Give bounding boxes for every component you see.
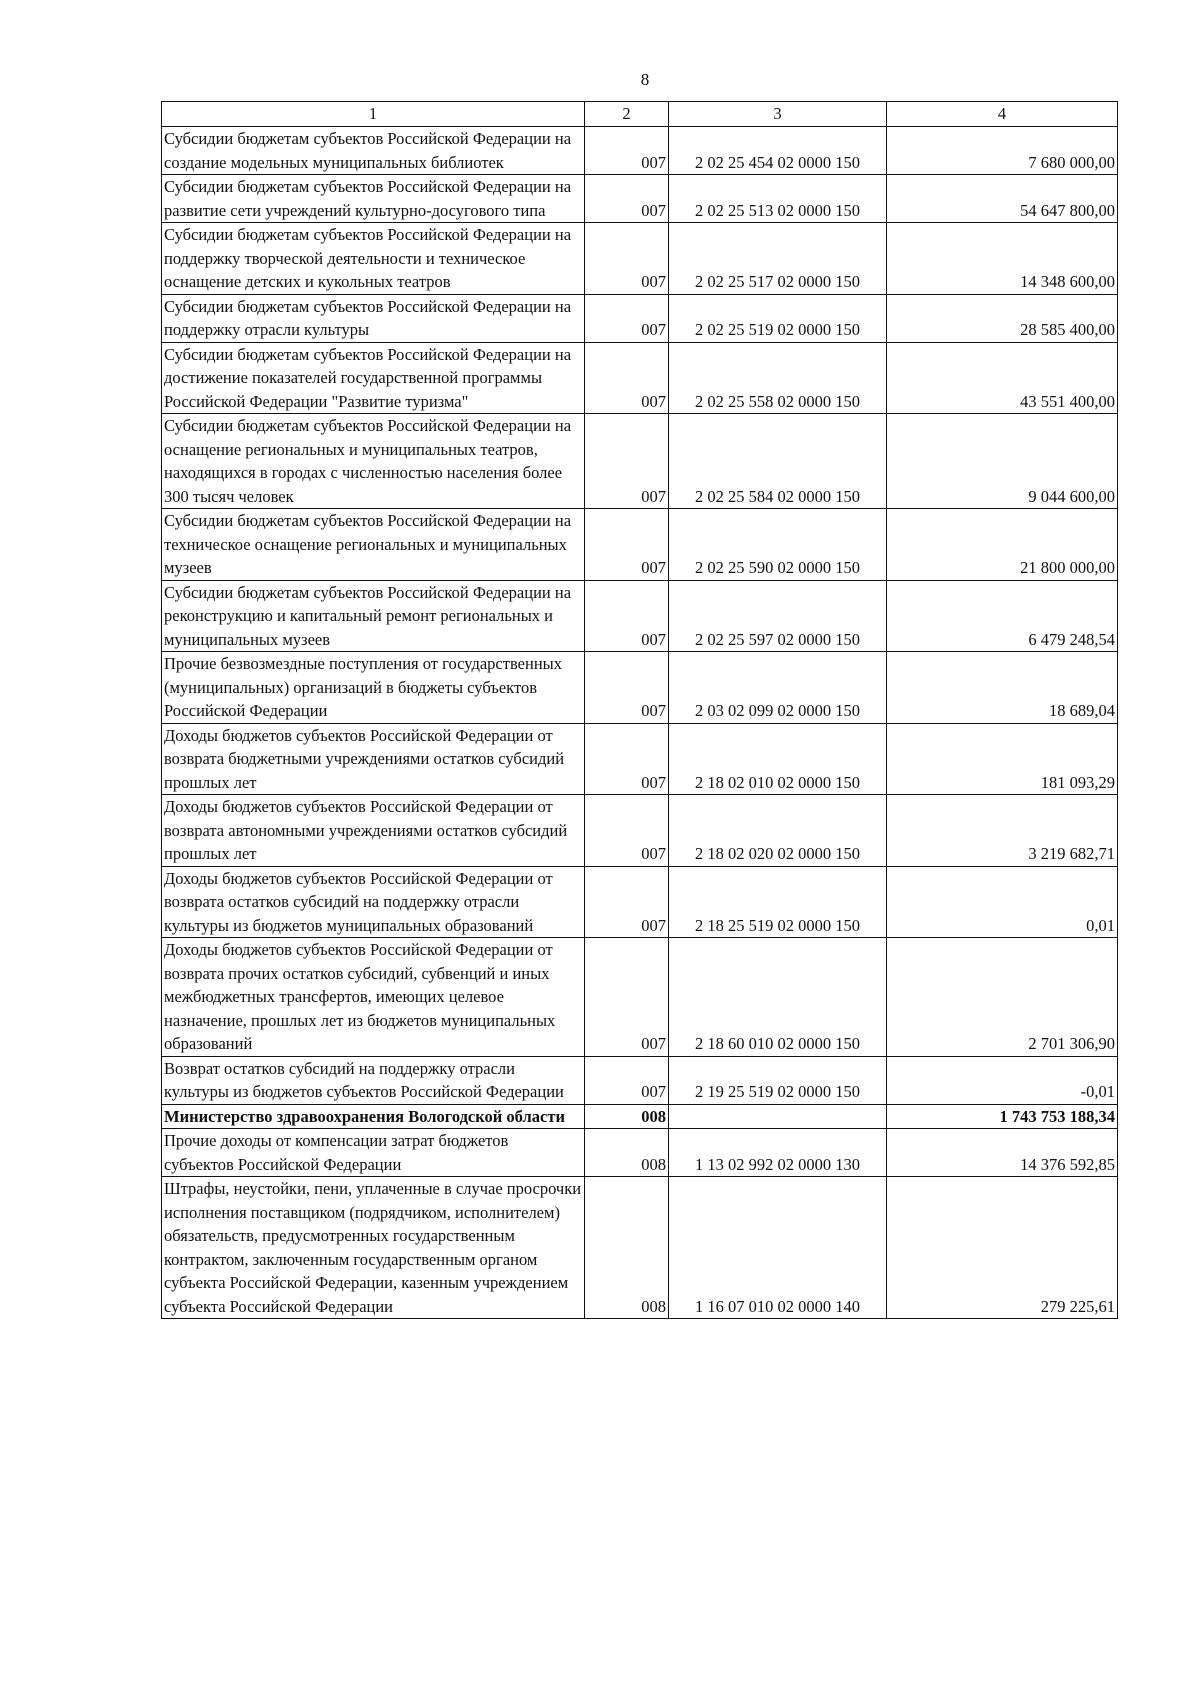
table-row [162, 294, 1118, 342]
table-row [162, 509, 1118, 581]
row-description: Субсидии бюджетам субъектов Российской Федерации на поддержку отрасли культуры [162, 294, 585, 342]
table-row [162, 580, 1118, 652]
row-admin-code: 007 [585, 938, 669, 1057]
row-description: Субсидии бюджетам субъектов Российской Федерации на оснащение региональных и муниципальных театров, находящихся в городах с численностью населения более 300 тысяч человек [162, 414, 585, 509]
row-budget-code: 2 02 25 597 02 0000 150 [669, 580, 887, 652]
row-budget-code: 2 03 02 099 02 0000 150 [669, 652, 887, 724]
row-budget-code: 1 16 07 010 02 0000 140 [669, 1177, 887, 1319]
row-admin-code: 007 [585, 866, 669, 938]
row-description: Субсидии бюджетам субъектов Российской Федерации на достижение показателей государственной программы Российской Федерации "Развитие туризма" [162, 342, 585, 414]
table-row [162, 127, 1118, 175]
row-amount: 1 743 753 188,34 [887, 1104, 1118, 1129]
row-admin-code: 008 [585, 1104, 669, 1129]
table-body [162, 127, 1118, 1319]
row-description: Субсидии бюджетам субъектов Российской Федерации на техническое оснащение региональных и муниципальных музеев [162, 509, 585, 581]
row-admin-code: 007 [585, 294, 669, 342]
table-row [162, 1129, 1118, 1177]
column-header-4: 4 [887, 102, 1118, 127]
row-budget-code: 2 02 25 584 02 0000 150 [669, 414, 887, 509]
row-amount: 3 219 682,71 [887, 795, 1118, 867]
row-description: Возврат остатков субсидий на поддержку отрасли культуры из бюджетов субъектов Российской Федерации [162, 1056, 585, 1104]
row-description: Штрафы, неустойки, пени, уплаченные в случае просрочки исполнения поставщиком (подрядчиком, исполнителем) обязательств, предусмотренных государственным контрактом, заключенным государственным органом субъекта Российской Федерации, казенным учреждением субъекта Российской Федерации [162, 1177, 585, 1319]
column-header-3: 3 [669, 102, 887, 127]
row-budget-code: 2 19 25 519 02 0000 150 [669, 1056, 887, 1104]
row-admin-code: 007 [585, 795, 669, 867]
row-amount: 43 551 400,00 [887, 342, 1118, 414]
table-row [162, 866, 1118, 938]
row-admin-code: 007 [585, 127, 669, 175]
table-row [162, 342, 1118, 414]
row-admin-code: 007 [585, 580, 669, 652]
table-row [162, 1104, 1118, 1129]
row-budget-code: 2 18 02 020 02 0000 150 [669, 795, 887, 867]
row-budget-code [669, 1104, 887, 1129]
row-amount: 279 225,61 [887, 1177, 1118, 1319]
row-description: Субсидии бюджетам субъектов Российской Федерации на создание модельных муниципальных библиотек [162, 127, 585, 175]
row-budget-code: 2 18 02 010 02 0000 150 [669, 723, 887, 795]
row-admin-code: 007 [585, 652, 669, 724]
table-row [162, 795, 1118, 867]
row-description: Прочие доходы от компенсации затрат бюджетов субъектов Российской Федерации [162, 1129, 585, 1177]
row-amount: 28 585 400,00 [887, 294, 1118, 342]
revenue-table [161, 101, 1118, 1319]
row-admin-code: 007 [585, 223, 669, 295]
row-description: Доходы бюджетов субъектов Российской Федерации от возврата бюджетными учреждениями остатков субсидий прошлых лет [162, 723, 585, 795]
row-description: Субсидии бюджетам субъектов Российской Федерации на реконструкцию и капитальный ремонт региональных и муниципальных музеев [162, 580, 585, 652]
row-amount: 7 680 000,00 [887, 127, 1118, 175]
table-row [162, 723, 1118, 795]
row-amount: -0,01 [887, 1056, 1118, 1104]
row-budget-code: 2 02 25 519 02 0000 150 [669, 294, 887, 342]
row-amount: 54 647 800,00 [887, 175, 1118, 223]
table-row [162, 652, 1118, 724]
row-admin-code: 007 [585, 342, 669, 414]
row-amount: 18 689,04 [887, 652, 1118, 724]
row-description: Доходы бюджетов субъектов Российской Федерации от возврата прочих остатков субсидий, субвенций и иных межбюджетных трансфертов, имеющих целевое назначение, прошлых лет из бюджетов муниципальных образований [162, 938, 585, 1057]
column-header-1: 1 [162, 102, 585, 127]
row-description: Прочие безвозмездные поступления от государственных (муниципальных) организаций в бюджеты субъектов Российской Федерации [162, 652, 585, 724]
row-budget-code: 2 02 25 590 02 0000 150 [669, 509, 887, 581]
row-admin-code: 007 [585, 175, 669, 223]
row-amount: 21 800 000,00 [887, 509, 1118, 581]
row-budget-code: 1 13 02 992 02 0000 130 [669, 1129, 887, 1177]
row-amount: 14 376 592,85 [887, 1129, 1118, 1177]
table-row [162, 1177, 1118, 1319]
row-amount: 2 701 306,90 [887, 938, 1118, 1057]
row-amount: 9 044 600,00 [887, 414, 1118, 509]
table-row [162, 938, 1118, 1057]
column-header-2: 2 [585, 102, 669, 127]
row-admin-code: 007 [585, 509, 669, 581]
row-description: Доходы бюджетов субъектов Российской Федерации от возврата автономными учреждениями остатков субсидий прошлых лет [162, 795, 585, 867]
row-budget-code: 2 02 25 558 02 0000 150 [669, 342, 887, 414]
row-budget-code: 2 18 25 519 02 0000 150 [669, 866, 887, 938]
row-admin-code: 008 [585, 1129, 669, 1177]
row-amount: 181 093,29 [887, 723, 1118, 795]
row-description: Субсидии бюджетам субъектов Российской Федерации на поддержку творческой деятельности и техническое оснащение детских и кукольных театров [162, 223, 585, 295]
row-budget-code: 2 02 25 513 02 0000 150 [669, 175, 887, 223]
page-number: 8 [640, 70, 650, 89]
row-admin-code: 007 [585, 1056, 669, 1104]
row-budget-code: 2 18 60 010 02 0000 150 [669, 938, 887, 1057]
table-row [162, 223, 1118, 295]
row-budget-code: 2 02 25 454 02 0000 150 [669, 127, 887, 175]
row-amount: 0,01 [887, 866, 1118, 938]
table-row [162, 1056, 1118, 1104]
row-amount: 6 479 248,54 [887, 580, 1118, 652]
row-description: Министерство здравоохранения Вологодской области [162, 1104, 585, 1129]
row-admin-code: 008 [585, 1177, 669, 1319]
row-description: Субсидии бюджетам субъектов Российской Федерации на развитие сети учреждений культурно-досугового типа [162, 175, 585, 223]
row-amount: 14 348 600,00 [887, 223, 1118, 295]
row-admin-code: 007 [585, 414, 669, 509]
table-row [162, 414, 1118, 509]
row-budget-code: 2 02 25 517 02 0000 150 [669, 223, 887, 295]
row-description: Доходы бюджетов субъектов Российской Федерации от возврата остатков субсидий на поддержку отрасли культуры из бюджетов муниципальных образований [162, 866, 585, 938]
table-row [162, 175, 1118, 223]
row-admin-code: 007 [585, 723, 669, 795]
column-header-row [162, 102, 1118, 127]
